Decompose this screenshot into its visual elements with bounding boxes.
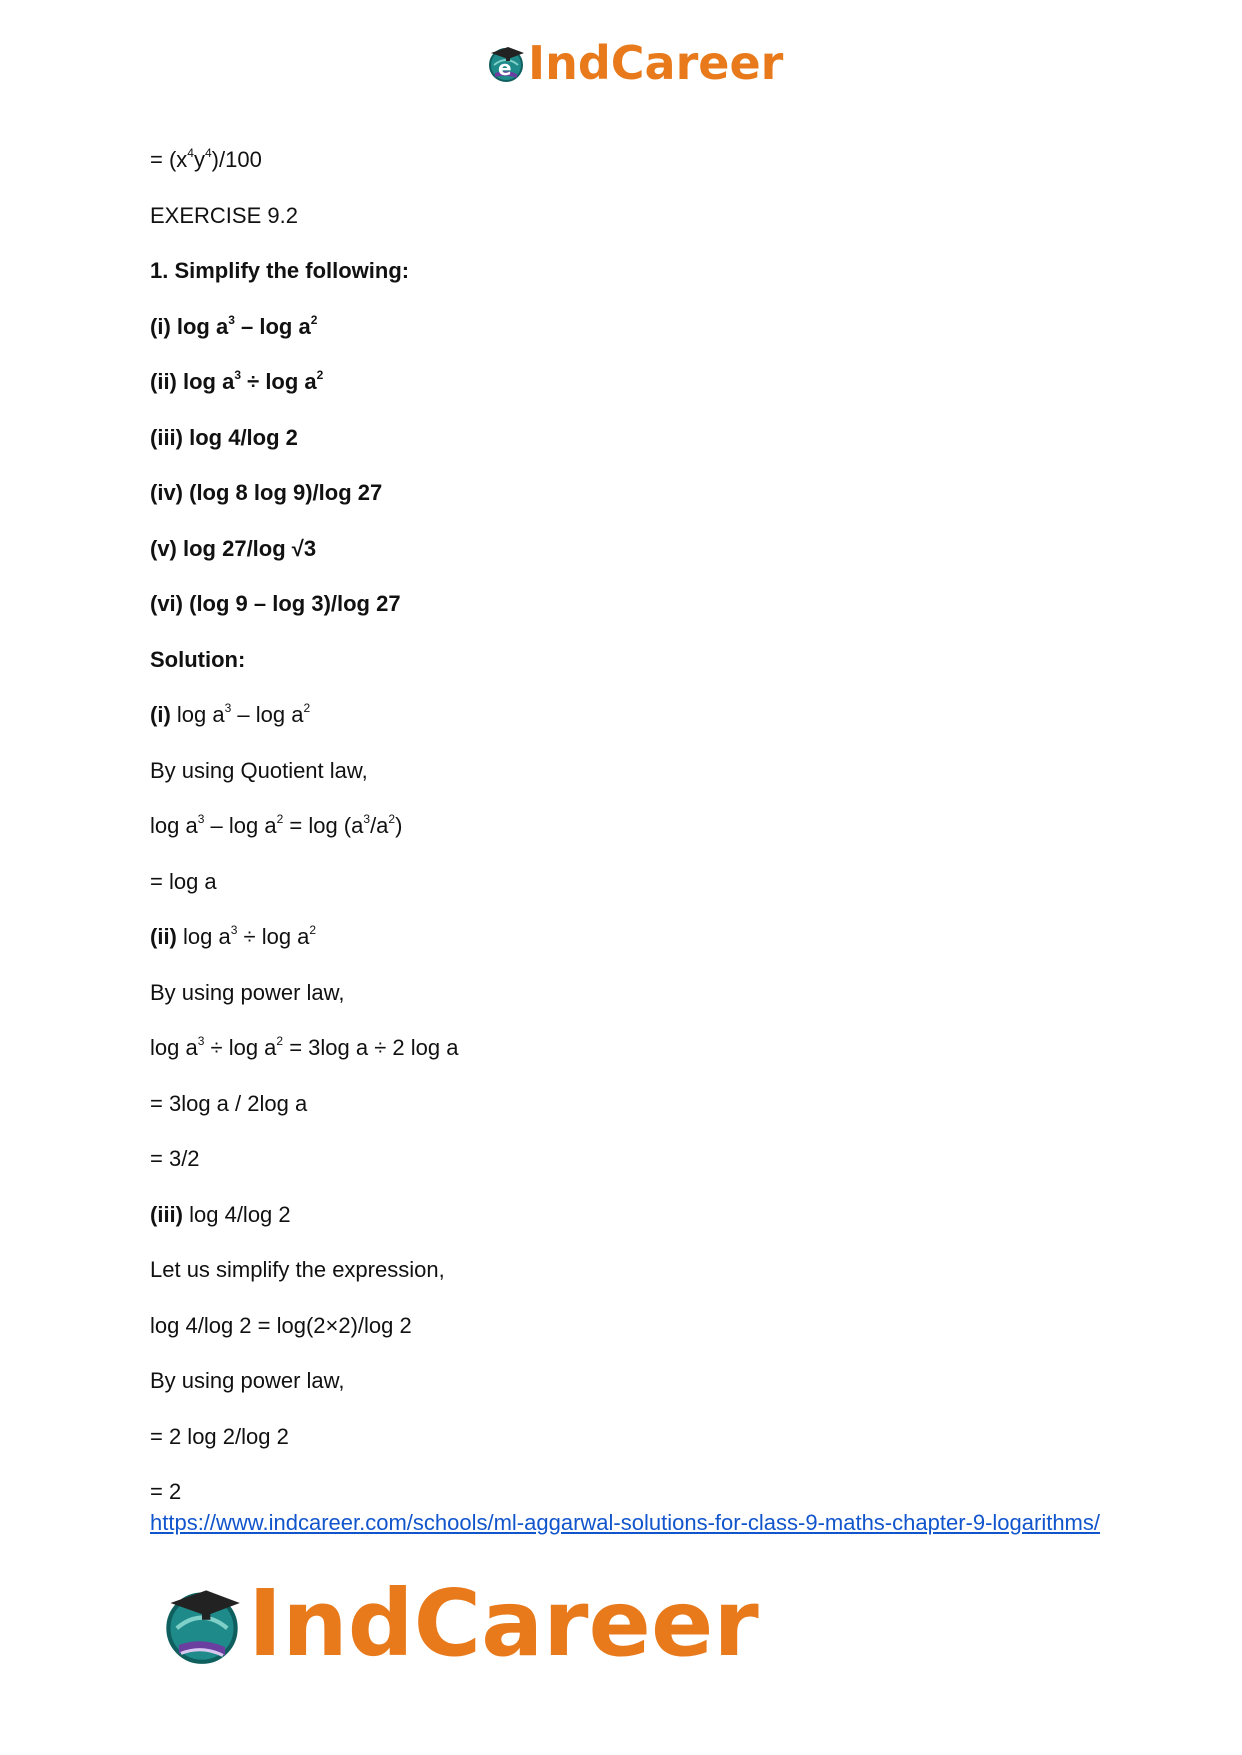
superscript: 4 <box>204 146 212 160</box>
header-logo <box>486 36 784 90</box>
footer-link-block <box>150 1508 1110 1537</box>
text-line <box>150 1312 1110 1340</box>
text-line <box>150 757 1110 785</box>
text-run: log 4/log 2 <box>183 1201 291 1227</box>
superscript: 4 <box>187 146 194 160</box>
text-line <box>150 1367 1110 1395</box>
text-line <box>150 1145 1110 1173</box>
brand-name: IndCareer <box>528 36 784 90</box>
text-run: (vi) (log 9 – log 3)/log 27 <box>150 591 401 616</box>
superscript: 2 <box>309 923 317 937</box>
superscript: 2 <box>388 812 396 826</box>
superscript: 3 <box>234 368 242 382</box>
text-run: Let us simplify the expression, <box>150 1257 445 1282</box>
text-run: log a <box>150 1035 198 1060</box>
superscript: 3 <box>197 812 205 826</box>
text-run: (iv) (log 8 log 9)/log 27 <box>150 480 383 505</box>
superscript: 2 <box>310 312 318 327</box>
text-run: = 3log a ÷ 2 log a <box>283 1035 459 1060</box>
svg-text:e: e <box>498 56 512 80</box>
text-line <box>150 590 1110 618</box>
source-link[interactable]: https://www.indcareer.com/schools/ml-aggarwal-solutions-for-class-9-maths-chapter-9-logarithms/ <box>150 1510 1100 1535</box>
text-run: By using power law, <box>150 979 345 1005</box>
text-run: log 4/log 2 = log(2×2)/log 2 <box>150 1312 412 1338</box>
text-line <box>150 202 1110 230</box>
superscript: 3 <box>197 1034 205 1048</box>
text-run: (iii) log 4/log 2 <box>150 424 298 450</box>
superscript: 3 <box>224 701 232 715</box>
text-line <box>150 1478 1110 1506</box>
text-run: = 3/2 <box>150 1146 200 1171</box>
text-run: = log (a <box>283 813 364 838</box>
text-run: By using Quotient law, <box>150 757 368 783</box>
text-line <box>150 535 1110 563</box>
text-line <box>150 313 1110 341</box>
superscript: 3 <box>228 312 235 327</box>
text-run: (v) log 27/log √3 <box>150 535 317 561</box>
text-run: y <box>193 147 205 172</box>
text-line <box>150 646 1110 674</box>
text-run: = 3log a / 2log a <box>150 1090 308 1116</box>
superscript: 2 <box>276 812 284 826</box>
text-line <box>150 1201 1110 1229</box>
document-body <box>150 146 1110 1534</box>
text-run: Solution: <box>150 646 246 672</box>
text-line <box>150 1256 1110 1284</box>
text-run: log a <box>176 924 231 949</box>
text-run: By using power law, <box>150 1368 345 1393</box>
text-line <box>150 146 1110 174</box>
text-line <box>150 1090 1110 1118</box>
text-run: (ii) log a <box>150 369 235 394</box>
text-line <box>150 1034 1110 1062</box>
text-run: (i) log a <box>150 313 229 339</box>
text-run: ÷ log a <box>241 369 317 394</box>
text-line <box>150 368 1110 396</box>
text-run: – log a <box>234 313 311 339</box>
superscript: 3 <box>363 812 371 826</box>
text-line <box>150 479 1110 507</box>
superscript: 2 <box>303 701 311 715</box>
text-run: = 2 <box>150 1479 182 1504</box>
text-line <box>150 701 1110 729</box>
bold-label: (i) <box>150 702 171 727</box>
globe-graduation-cap-icon <box>160 1582 244 1666</box>
superscript: 2 <box>276 1034 284 1048</box>
text-run: 1. Simplify the following: <box>150 258 410 283</box>
text-line <box>150 868 1110 896</box>
text-run: = (x <box>150 147 188 172</box>
bold-label: (iii) <box>150 1201 183 1227</box>
text-run: /a <box>370 813 389 838</box>
text-line <box>150 424 1110 452</box>
text-run: = log a <box>150 868 217 894</box>
footer-logo <box>160 1570 759 1677</box>
footer-brand-name: IndCareer <box>248 1570 759 1677</box>
superscript: 2 <box>316 368 324 382</box>
globe-graduation-cap-icon <box>486 43 526 83</box>
text-line <box>150 979 1110 1007</box>
text-line <box>150 1423 1110 1451</box>
text-run: ÷ log a <box>237 924 310 949</box>
bold-label: (ii) <box>150 924 177 949</box>
text-run: – log a <box>204 813 277 838</box>
text-run: log a <box>170 702 225 727</box>
text-run: = 2 log 2/log 2 <box>150 1423 289 1449</box>
text-line <box>150 812 1110 840</box>
text-run: )/100 <box>211 147 262 172</box>
text-run: ) <box>395 813 403 838</box>
text-line <box>150 257 1110 285</box>
text-run: ÷ log a <box>204 1035 277 1060</box>
text-run: log a <box>150 813 198 838</box>
text-line <box>150 923 1110 951</box>
text-run: EXERCISE 9.2 <box>150 202 298 228</box>
superscript: 3 <box>230 923 238 937</box>
text-run: – log a <box>231 702 304 727</box>
